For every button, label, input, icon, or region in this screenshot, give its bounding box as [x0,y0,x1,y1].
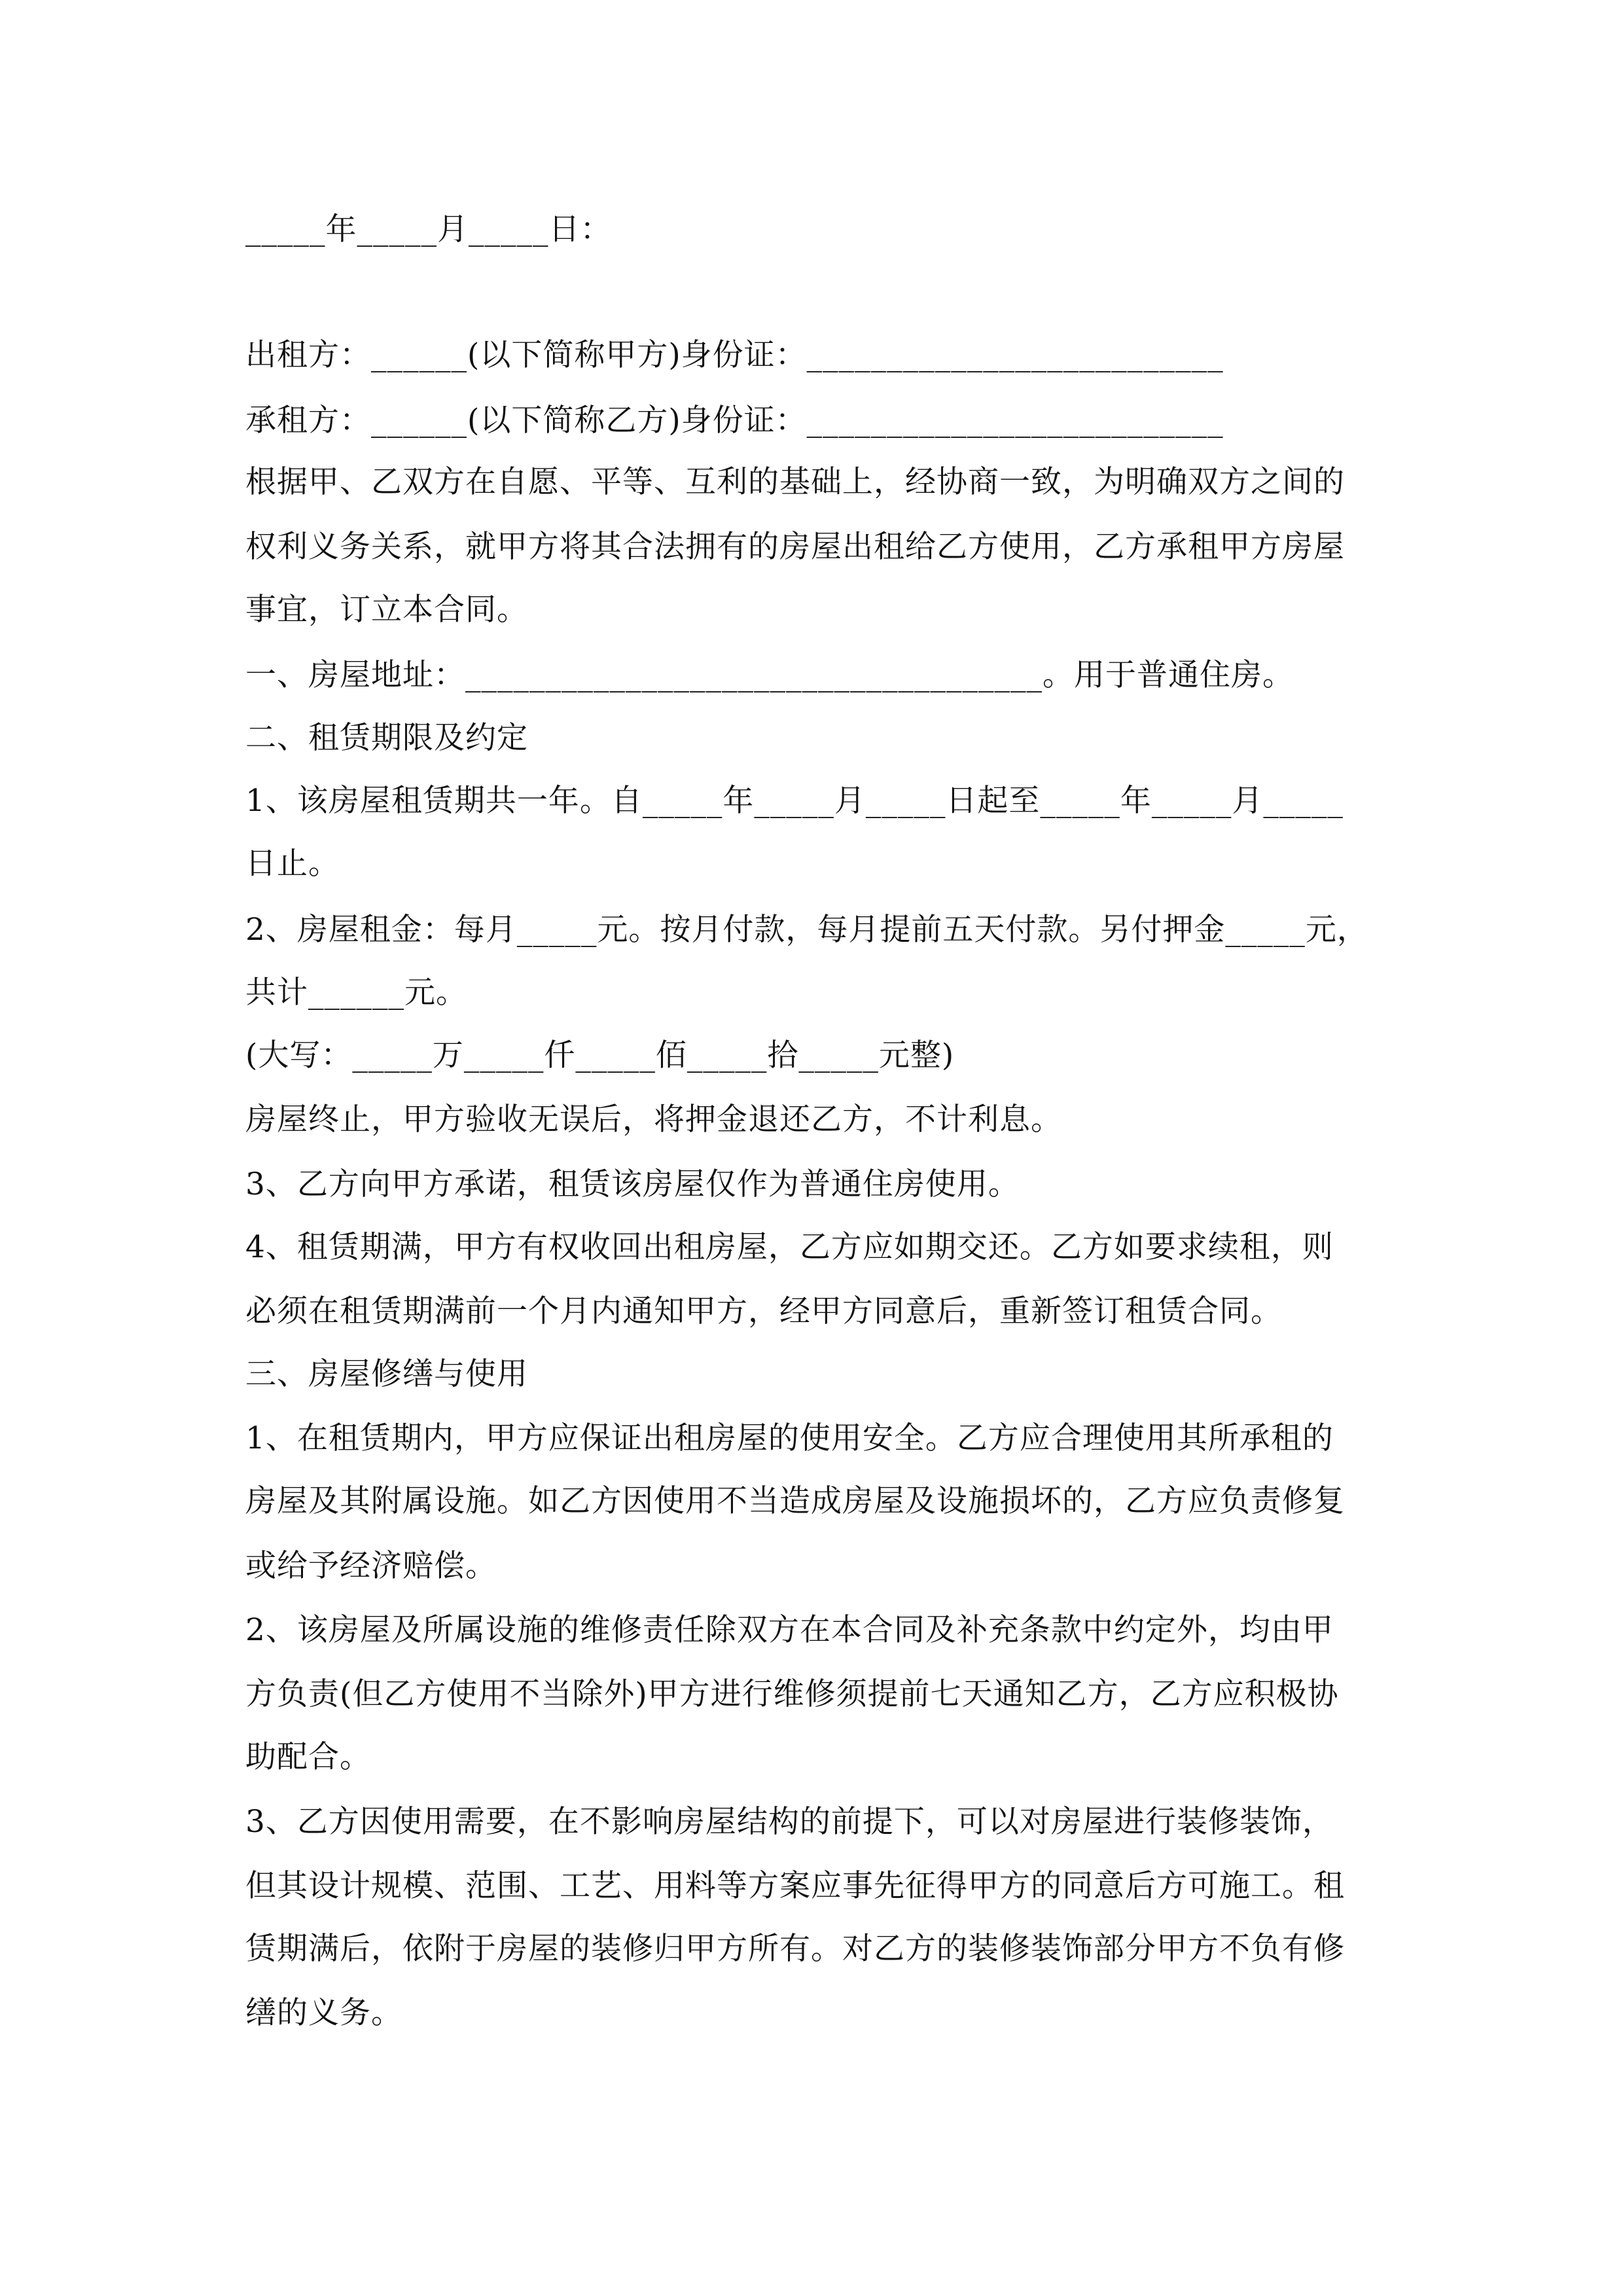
clause-line: 日止。 [245,846,340,882]
clause-line: (大写：_____万_____仟_____佰_____拾_____元整) [245,1037,955,1073]
preamble-line: 事宜，订立本合同。 [245,592,528,628]
clause-line: 或给予经济赔偿。 [245,1548,497,1584]
clause-line: 2、该房屋及所属设施的维修责任除双方在本合同及补充条款中约定外，均由甲 [245,1612,1334,1648]
clause-line: 必须在租赁期满前一个月内通知甲方，经甲方同意后，重新签订租赁合同。 [245,1293,1282,1329]
clause-line: 缮的义务。 [245,1995,402,2031]
clause-line: 助配合。 [245,1739,371,1775]
preamble-line: 权利义务关系，就甲方将其合法拥有的房屋出租给乙方使用，乙方承租甲方房屋 [245,529,1345,565]
clause-line: 但其设计规模、范围、工艺、用料等方案应事先征得甲方的同意后方可施工。租 [245,1868,1345,1904]
clause-line: 1、在租赁期内，甲方应保证出租房屋的使用安全。乙方应合理使用其所承租的 [245,1420,1334,1456]
clause-line: 房屋及其附属设施。如乙方因使用不当造成房屋及设施损坏的，乙方应负责修复 [245,1483,1345,1519]
clause-line: 共计______元。 [245,975,467,1011]
clause-line: 4、租赁期满，甲方有权收回出租房屋，乙方应如期交还。乙方如要求续租，则 [245,1229,1334,1265]
lessee-line: 承租方：______(以下简称乙方)身份证：__________________________ [245,403,1224,439]
preamble-line: 根据甲、乙双方在自愿、平等、互利的基础上，经协商一致，为明确双方之间的 [245,464,1345,500]
clause-line: 2、房屋租金：每月_____元。按月付款，每月提前五天付款。另付押金_____元， [245,912,1368,948]
date-line: _____年_____月_____日： [245,211,612,247]
lessor-line: 出租方：______(以下简称甲方)身份证：__________________________ [245,337,1224,373]
clause-line: 1、该房屋租赁期共一年。自_____年_____月_____日起至_____年_____月_____ [245,783,1344,819]
clause-line: 方负责(但乙方使用不当除外)甲方进行维修须提前七天通知乙方，乙方应积极协 [245,1676,1339,1712]
clause-line: 3、乙方向甲方承诺，租赁该房屋仅作为普通住房使用。 [245,1166,1020,1202]
section-3-heading: 三、房屋修缮与使用 [245,1356,528,1392]
section-2-heading: 二、租赁期限及约定 [245,720,528,756]
section-1-address: 一、房屋地址：____________________________________。用于普通住房。 [245,657,1294,693]
clause-line: 房屋终止，甲方验收无误后，将押金退还乙方，不计利息。 [245,1102,1062,1138]
clause-line: 3、乙方因使用需要，在不影响房屋结构的前提下，可以对房屋进行装修装饰， [245,1804,1334,1840]
clause-line: 赁期满后，依附于房屋的装修归甲方所有。对乙方的装修装饰部分甲方不负有修 [245,1931,1345,1967]
